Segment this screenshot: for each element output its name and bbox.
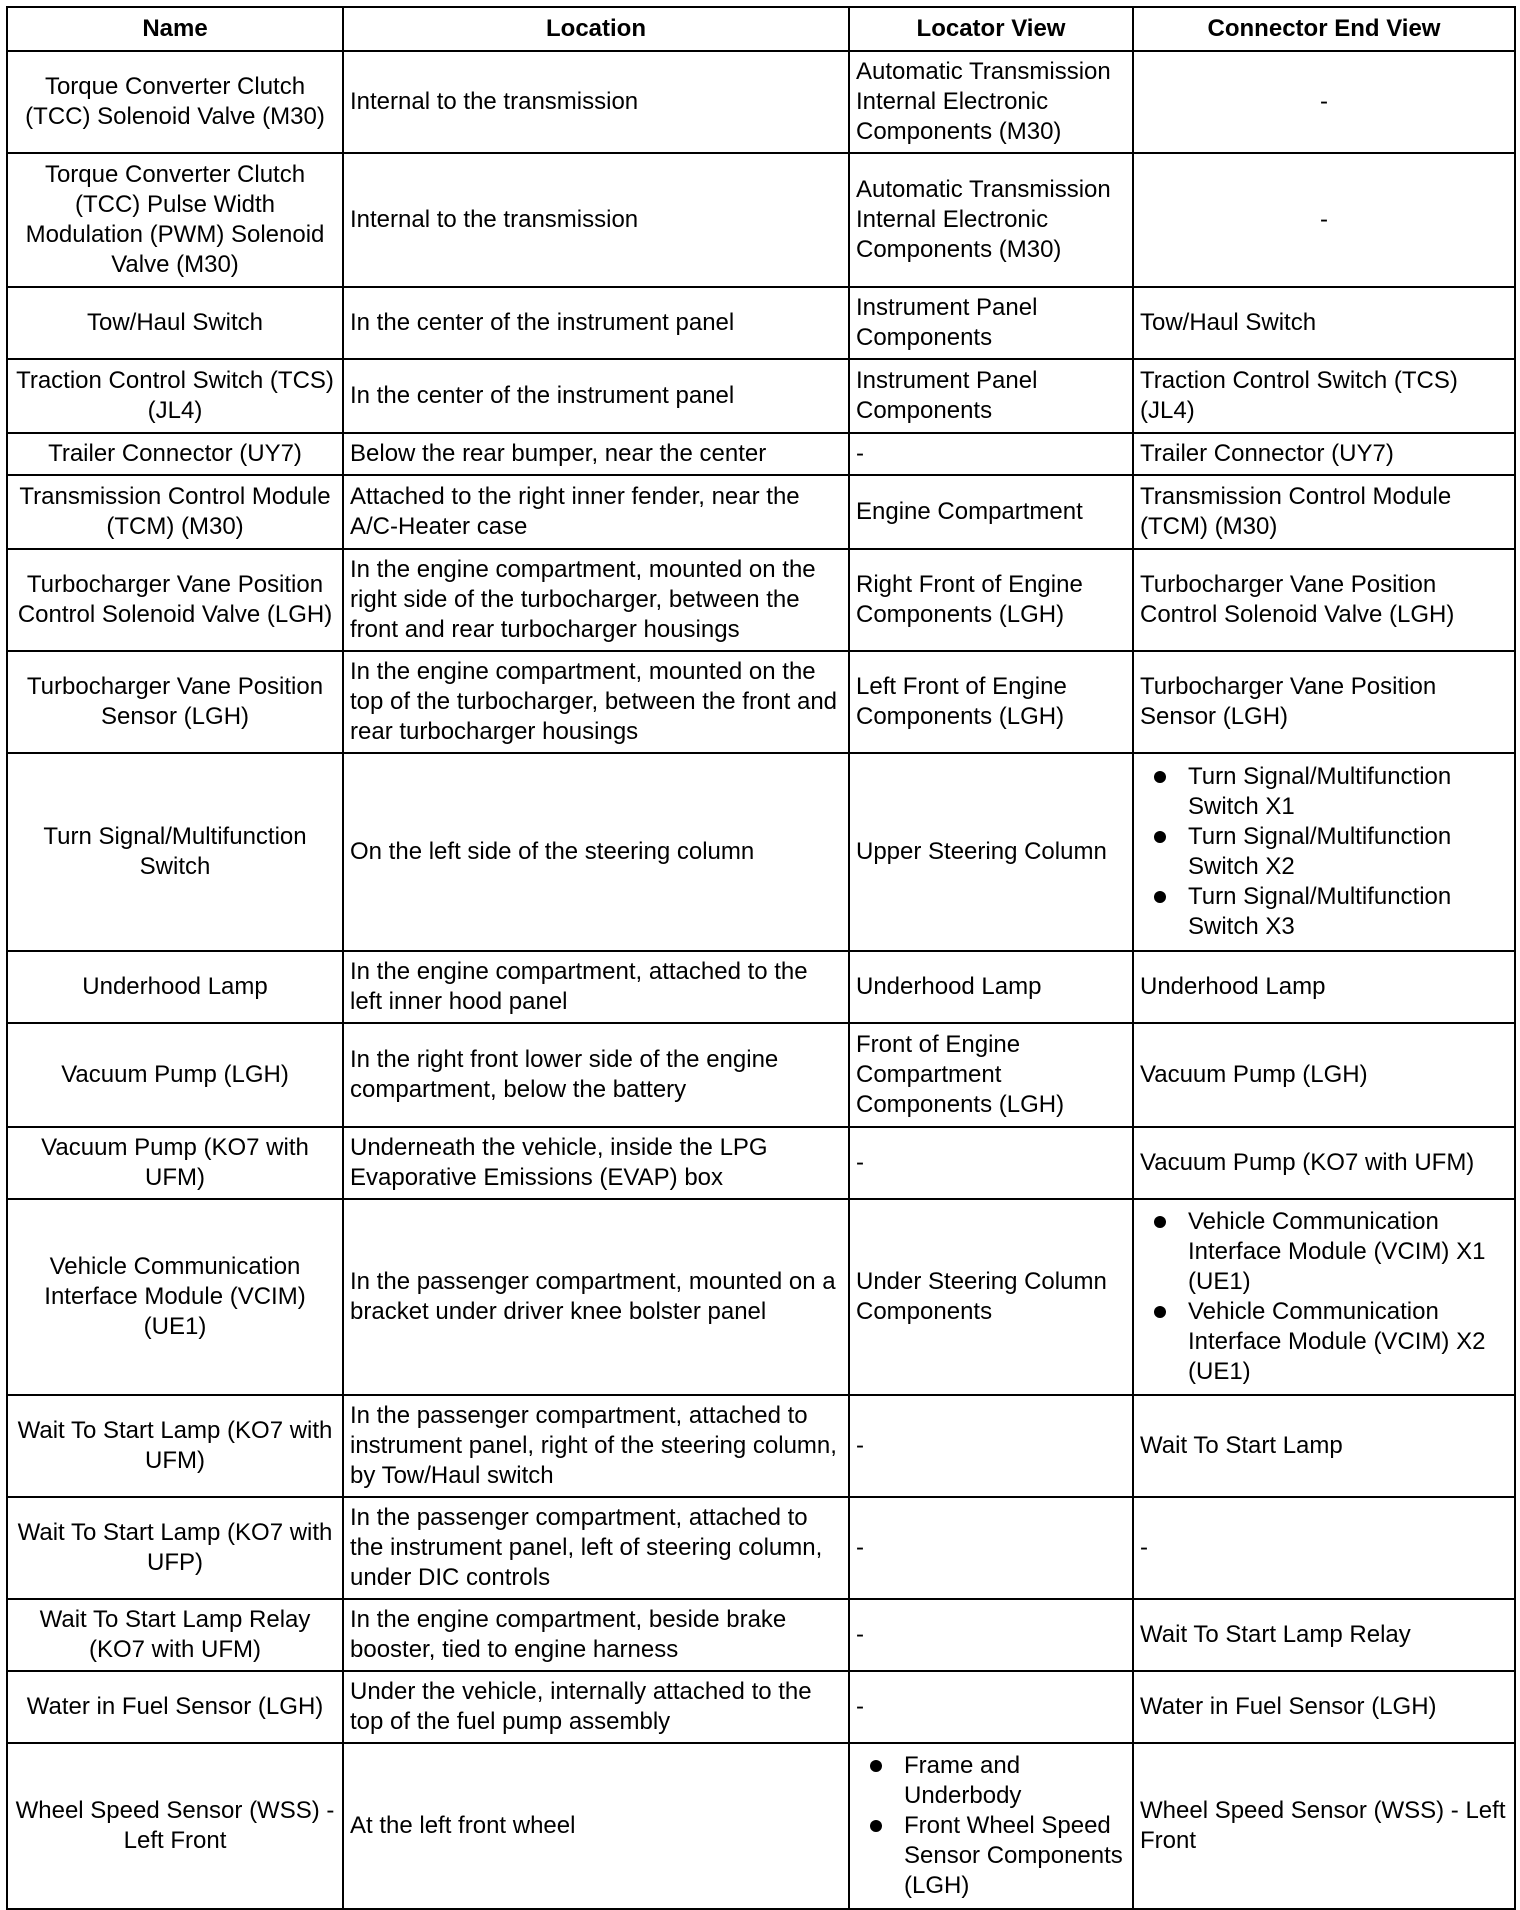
name-cell: Tow/Haul Switch: [7, 287, 343, 359]
name-cell: Turbocharger Vane Position Sensor (LGH): [7, 651, 343, 753]
connector-end-view-cell: -: [1133, 153, 1515, 287]
locator-view-cell: -: [849, 1497, 1133, 1599]
header-locator-view: Locator View: [849, 7, 1133, 51]
location-cell: In the engine compartment, beside brake booster, tied to engine harness: [343, 1599, 849, 1671]
list-item: Front Wheel Speed Sensor Components (LGH): [856, 1811, 1126, 1901]
header-connector-end-view: Connector End View: [1133, 7, 1515, 51]
location-cell: In the engine compartment, attached to the left inner hood panel: [343, 951, 849, 1023]
name-cell: Vacuum Pump (LGH): [7, 1023, 343, 1127]
location-cell: In the passenger compartment, attached to instrument panel, right of the steering column, by Tow/Haul switch: [343, 1395, 849, 1497]
locator-view-cell: -: [849, 1395, 1133, 1497]
name-cell: Vacuum Pump (KO7 with UFM): [7, 1127, 343, 1199]
location-cell: In the passenger compartment, attached to the instrument panel, left of steering column, under DIC controls: [343, 1497, 849, 1599]
connector-end-view-cell: Vacuum Pump (KO7 with UFM): [1133, 1127, 1515, 1199]
list-item: Vehicle Communication Interface Module (VCIM) X2 (UE1): [1140, 1297, 1508, 1387]
location-cell: In the engine compartment, mounted on the right side of the turbocharger, between the front and rear turbocharger housings: [343, 549, 849, 651]
locator-view-cell: -: [849, 1127, 1133, 1199]
connector-end-view-cell: Wait To Start Lamp: [1133, 1395, 1515, 1497]
locator-view-cell: -: [849, 1671, 1133, 1743]
connector-end-view-cell: Trailer Connector (UY7): [1133, 433, 1515, 475]
locator-view-cell: Right Front of Engine Components (LGH): [849, 549, 1133, 651]
table-row: [7, 651, 1515, 753]
connector-end-view-cell: Wheel Speed Sensor (WSS) - Left Front: [1133, 1743, 1515, 1909]
connector-end-view-cell: -: [1133, 1497, 1515, 1599]
name-cell: Wait To Start Lamp (KO7 with UFP): [7, 1497, 343, 1599]
location-cell: In the right front lower side of the engine compartment, below the battery: [343, 1023, 849, 1127]
table-row: [7, 951, 1515, 1023]
name-cell: Wheel Speed Sensor (WSS) - Left Front: [7, 1743, 343, 1909]
table-row: [7, 287, 1515, 359]
connector-end-view-cell: [1133, 1199, 1515, 1395]
location-cell: On the left side of the steering column: [343, 753, 849, 951]
table-row: [7, 1127, 1515, 1199]
location-cell: In the passenger compartment, mounted on a bracket under driver knee bolster panel: [343, 1199, 849, 1395]
header-name: Name: [7, 7, 343, 51]
connector-end-view-cell: Water in Fuel Sensor (LGH): [1133, 1671, 1515, 1743]
locator-view-cell: [849, 1743, 1133, 1909]
table-row: [7, 549, 1515, 651]
locator-view-cell: Automatic Transmission Internal Electronic Components (M30): [849, 51, 1133, 153]
connector-end-view-cell: Turbocharger Vane Position Control Solenoid Valve (LGH): [1133, 549, 1515, 651]
location-cell: Below the rear bumper, near the center: [343, 433, 849, 475]
table-row: [7, 475, 1515, 549]
locator-view-cell: -: [849, 433, 1133, 475]
component-locator-table: [6, 6, 1516, 1910]
location-cell: At the left front wheel: [343, 1743, 849, 1909]
connector-end-view-cell: Transmission Control Module (TCM) (M30): [1133, 475, 1515, 549]
locator-view-cell: Instrument Panel Components: [849, 287, 1133, 359]
bullet-list: [1140, 762, 1508, 942]
bullet-list: [856, 1751, 1126, 1901]
name-cell: Trailer Connector (UY7): [7, 433, 343, 475]
location-cell: In the center of the instrument panel: [343, 287, 849, 359]
connector-end-view-cell: -: [1133, 51, 1515, 153]
name-cell: Turn Signal/Multifunction Switch: [7, 753, 343, 951]
list-item: Frame and Underbody: [856, 1751, 1126, 1811]
name-cell: Traction Control Switch (TCS) (JL4): [7, 359, 343, 433]
table-row: [7, 753, 1515, 951]
list-item: Turn Signal/Multifunction Switch X3: [1140, 882, 1508, 942]
connector-end-view-cell: Tow/Haul Switch: [1133, 287, 1515, 359]
location-cell: Internal to the transmission: [343, 153, 849, 287]
table-row: [7, 1743, 1515, 1909]
header-row: [7, 7, 1515, 51]
connector-end-view-cell: Vacuum Pump (LGH): [1133, 1023, 1515, 1127]
locator-view-cell: Instrument Panel Components: [849, 359, 1133, 433]
table-row: [7, 51, 1515, 153]
list-item: Turn Signal/Multifunction Switch X1: [1140, 762, 1508, 822]
location-cell: In the center of the instrument panel: [343, 359, 849, 433]
table-row: [7, 153, 1515, 287]
name-cell: Transmission Control Module (TCM) (M30): [7, 475, 343, 549]
location-cell: In the engine compartment, mounted on the top of the turbocharger, between the front and rear turbocharger housings: [343, 651, 849, 753]
table-row: [7, 1599, 1515, 1671]
table-row: [7, 1671, 1515, 1743]
name-cell: Torque Converter Clutch (TCC) Solenoid Valve (M30): [7, 51, 343, 153]
bullet-list: [1140, 1207, 1508, 1387]
list-item: Turn Signal/Multifunction Switch X2: [1140, 822, 1508, 882]
connector-end-view-cell: [1133, 753, 1515, 951]
locator-view-cell: Engine Compartment: [849, 475, 1133, 549]
table-row: [7, 359, 1515, 433]
location-cell: Attached to the right inner fender, near the A/C-Heater case: [343, 475, 849, 549]
locator-view-cell: Upper Steering Column: [849, 753, 1133, 951]
locator-view-cell: Underhood Lamp: [849, 951, 1133, 1023]
locator-view-cell: Under Steering Column Components: [849, 1199, 1133, 1395]
name-cell: Turbocharger Vane Position Control Solenoid Valve (LGH): [7, 549, 343, 651]
connector-end-view-cell: Wait To Start Lamp Relay: [1133, 1599, 1515, 1671]
name-cell: Vehicle Communication Interface Module (VCIM) (UE1): [7, 1199, 343, 1395]
name-cell: Underhood Lamp: [7, 951, 343, 1023]
location-cell: Under the vehicle, internally attached to the top of the fuel pump assembly: [343, 1671, 849, 1743]
table-row: [7, 1497, 1515, 1599]
name-cell: Torque Converter Clutch (TCC) Pulse Width Modulation (PWM) Solenoid Valve (M30): [7, 153, 343, 287]
table-row: [7, 1395, 1515, 1497]
table-row: [7, 1023, 1515, 1127]
location-cell: Internal to the transmission: [343, 51, 849, 153]
location-cell: Underneath the vehicle, inside the LPG Evaporative Emissions (EVAP) box: [343, 1127, 849, 1199]
locator-view-cell: -: [849, 1599, 1133, 1671]
connector-end-view-cell: Traction Control Switch (TCS) (JL4): [1133, 359, 1515, 433]
header-location: Location: [343, 7, 849, 51]
name-cell: Water in Fuel Sensor (LGH): [7, 1671, 343, 1743]
connector-end-view-cell: Underhood Lamp: [1133, 951, 1515, 1023]
name-cell: Wait To Start Lamp (KO7 with UFM): [7, 1395, 343, 1497]
table-row: [7, 433, 1515, 475]
table-row: [7, 1199, 1515, 1395]
locator-view-cell: Automatic Transmission Internal Electronic Components (M30): [849, 153, 1133, 287]
name-cell: Wait To Start Lamp Relay (KO7 with UFM): [7, 1599, 343, 1671]
locator-view-cell: Front of Engine Compartment Components (LGH): [849, 1023, 1133, 1127]
connector-end-view-cell: Turbocharger Vane Position Sensor (LGH): [1133, 651, 1515, 753]
locator-view-cell: Left Front of Engine Components (LGH): [849, 651, 1133, 753]
list-item: Vehicle Communication Interface Module (VCIM) X1 (UE1): [1140, 1207, 1508, 1297]
